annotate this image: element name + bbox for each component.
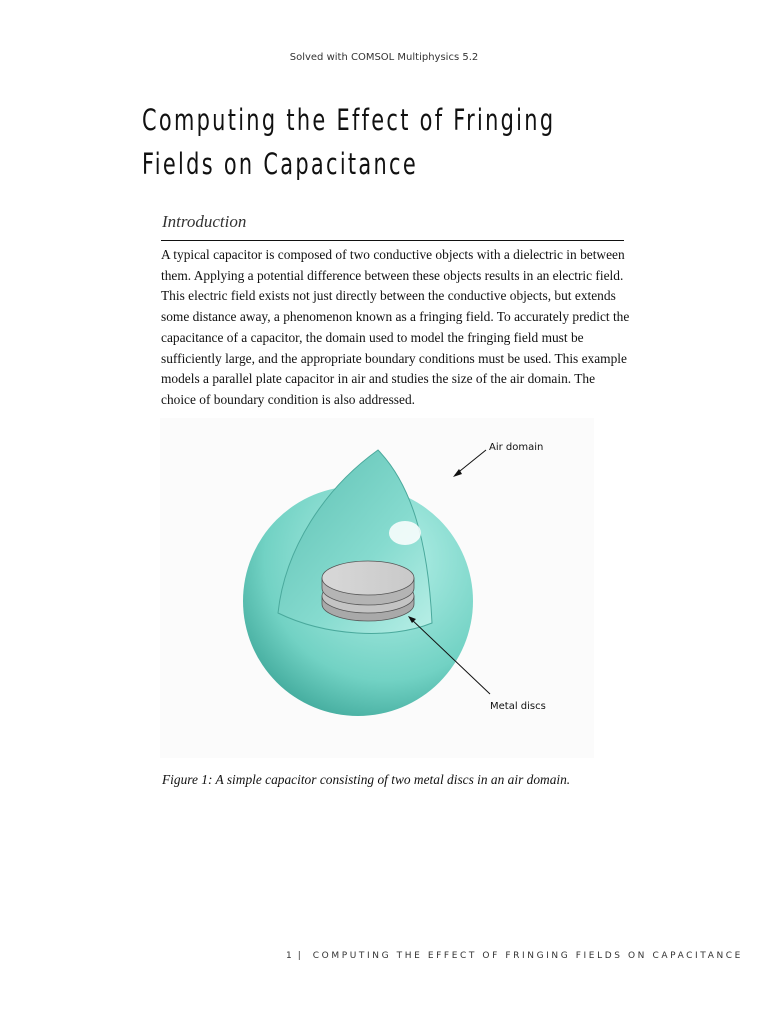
metal-discs <box>322 561 414 621</box>
footer-separator: | <box>297 951 301 961</box>
air-domain-label: Air domain <box>489 442 544 453</box>
page-number: 1 <box>286 951 292 961</box>
page-header: Solved with COMSOL Multiphysics 5.2 <box>289 52 479 63</box>
intro-paragraph: A typical capacitor is composed of two conductive objects with a dielectric in between them. Applying a potential difference between these objects results in an electric field. This electric field exists not just directly between the conductive objects, but extends some distance away, a phenomenon known as a fringing field. To accurately predict the capacitance of a capacitor, the domain used to model the fringing field must be sufficiently large, and the appropriate boundary conditions must be used. This example models a parallel plate capacitor in air and studies the size of the air domain. The choice of boundary condition is also addressed. <box>161 247 630 407</box>
title-line-2: Fields on Capacitance <box>142 147 418 181</box>
figure-caption: Figure 1: A simple capacitor consisting of two metal discs in an air domain. <box>162 772 571 787</box>
capacitor-figure <box>160 418 594 758</box>
section-rule <box>161 240 624 241</box>
page-title <box>142 98 556 186</box>
metal-discs-label: Metal discs <box>490 701 546 712</box>
page-footer <box>286 951 743 961</box>
section-heading: Introduction <box>162 212 247 231</box>
footer-title: COMPUTING THE EFFECT OF FRINGING FIELDS ON CAPACITANCE <box>312 951 743 961</box>
title-line-1: Computing the Effect of Fringing <box>142 103 556 137</box>
sphere-highlight <box>389 521 421 545</box>
